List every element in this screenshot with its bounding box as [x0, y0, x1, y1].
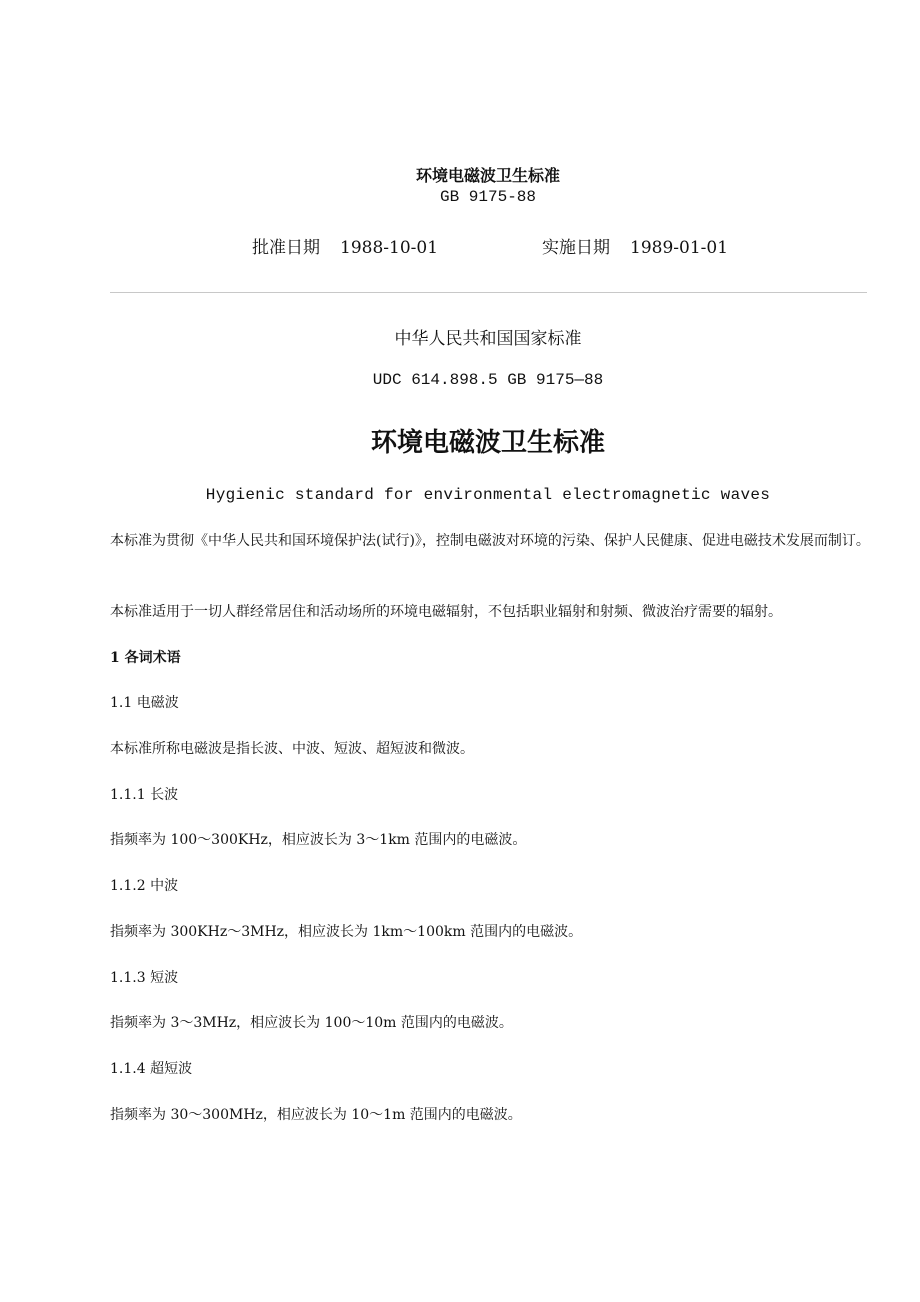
section-1-1-1-text: 指频率为 100～300KHz，相应波长为 3～1km 范围内的电磁波。	[110, 832, 527, 848]
header-title: 环境电磁波卫生标准	[415, 166, 560, 185]
intro-paragraph-2: 本标准适用于一切人群经常居住和活动场所的环境电磁辐射，不包括职业辐射和射频、微波治疗需要的辐射。	[110, 604, 782, 620]
effective-date-value: 1989-01-01	[630, 238, 729, 258]
date-line	[252, 233, 728, 258]
section-heading-1-1-3: 1.1.3 短波	[110, 970, 179, 986]
document-title: 环境电磁波卫生标准	[370, 428, 605, 458]
section-1-1-2-text: 指频率为 300KHz～3MHz，相应波长为 1km～100km 范围内的电磁波。	[110, 924, 583, 940]
english-title: Hygienic standard for environmental electromagnetic waves	[205, 486, 771, 504]
section-1-1-3-text: 指频率为 3～3MHz，相应波长为 100～10m 范围内的电磁波。	[110, 1015, 513, 1031]
approval-date-value: 1988-10-01	[340, 238, 439, 258]
udc-code: UDC 614.898.5 GB 9175—88	[372, 371, 604, 389]
horizontal-divider	[110, 292, 867, 293]
section-1-1-text: 本标准所称电磁波是指长波、中波、短波、超短波和微波。	[110, 741, 474, 757]
section-heading-1: 1 各词术语	[110, 650, 181, 666]
section-1-1-4-text: 指频率为 30～300MHz，相应波长为 10～1m 范围内的电磁波。	[110, 1107, 522, 1123]
section-heading-1-1-2: 1.1.2 中波	[110, 878, 179, 894]
section-heading-1-1: 1.1 电磁波	[110, 695, 179, 711]
intro-paragraph-1: 本标准为贯彻《中华人民共和国环境保护法(试行)》，控制电磁波对环境的污染、保护人民健康、促进电磁技术发展而制订。	[110, 533, 870, 549]
section-heading-1-1-4: 1.1.4 超短波	[110, 1061, 193, 1077]
national-standard-heading: 中华人民共和国国家标准	[394, 329, 582, 349]
approval-date-label: 批准日期	[252, 238, 320, 258]
header-code: GB 9175-88	[439, 188, 536, 206]
section-heading-1-1-1: 1.1.1 长波	[110, 787, 179, 803]
effective-date-label: 实施日期	[542, 238, 611, 258]
